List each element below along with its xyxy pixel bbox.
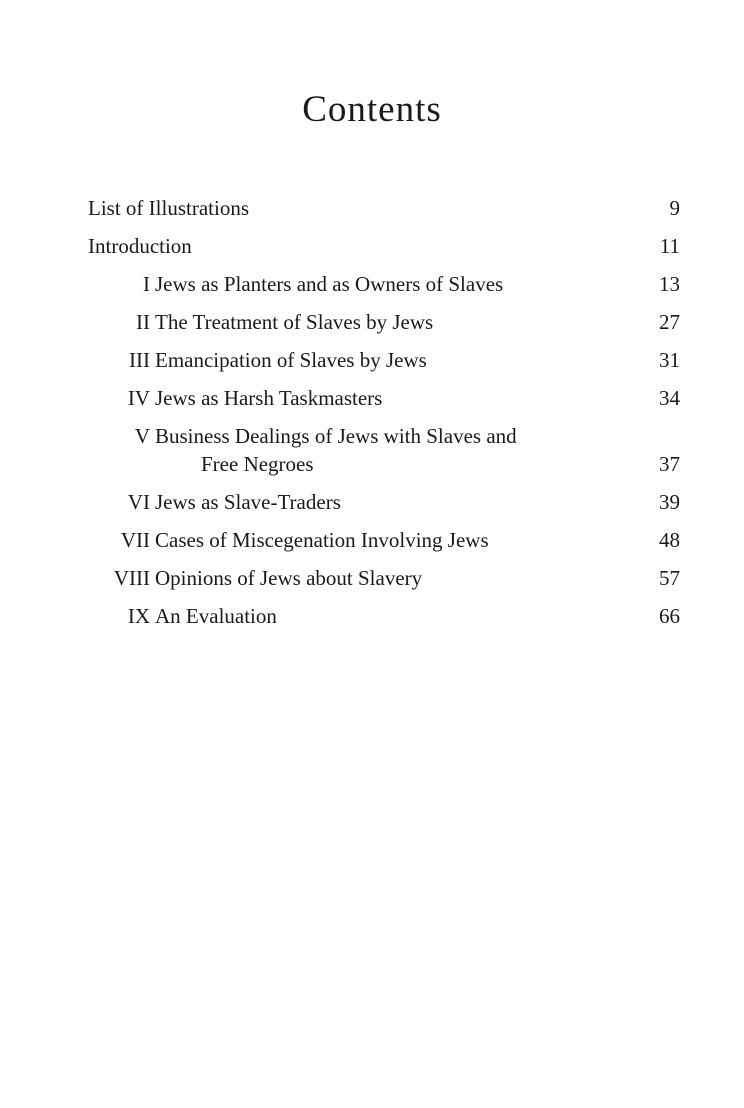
toc-chapter-5 xyxy=(88,422,680,488)
toc-chapter-2 xyxy=(88,308,680,346)
chapter-numeral: I xyxy=(143,272,150,296)
toc-page-number: 48 xyxy=(659,528,680,552)
toc-chapter-7 xyxy=(88,526,680,564)
chapter-numeral: VIII xyxy=(113,566,150,590)
chapter-title-line-1: Business Dealings of Jews with Slaves and xyxy=(155,424,517,448)
chapter-numeral: VII xyxy=(120,528,150,552)
chapter-title-line-2: Free Negroes xyxy=(201,452,314,476)
toc-page-number: 37 xyxy=(659,452,680,476)
toc-page-number: 34 xyxy=(659,386,680,410)
toc-entry-label: List of Illustrations xyxy=(88,196,249,220)
chapter-numeral: II xyxy=(136,310,150,334)
chapter-title: Opinions of Jews about Slavery xyxy=(155,566,423,590)
toc-chapter-4 xyxy=(88,384,680,422)
toc-entry-label: Introduction xyxy=(88,234,192,258)
chapter-title: Jews as Slave-Traders xyxy=(155,490,341,514)
toc-page-number: 66 xyxy=(659,604,680,628)
toc-chapter-3 xyxy=(88,346,680,384)
toc-chapter-9 xyxy=(88,602,680,640)
toc-chapter-6 xyxy=(88,488,680,526)
toc-entry-list-of-illustrations xyxy=(88,194,680,232)
chapter-numeral: III xyxy=(129,348,150,372)
toc-page-number: 31 xyxy=(659,348,680,372)
toc-page-number: 27 xyxy=(659,310,680,334)
chapter-numeral: V xyxy=(134,424,150,448)
toc-page-number: 9 xyxy=(669,196,680,220)
chapter-title: Jews as Planters and as Owners of Slaves xyxy=(155,272,504,296)
chapter-numeral: IV xyxy=(127,386,150,410)
toc-entry-introduction xyxy=(88,232,680,270)
chapter-title: Jews as Harsh Taskmasters xyxy=(155,386,383,410)
chapter-title: An Evaluation xyxy=(155,604,277,628)
chapter-title: Cases of Miscegenation Involving Jews xyxy=(155,528,489,552)
toc-page-number: 11 xyxy=(659,234,680,258)
toc-page-number: 57 xyxy=(659,566,680,590)
toc-chapter-8 xyxy=(88,564,680,602)
toc-chapter-1 xyxy=(88,270,680,308)
chapter-title xyxy=(155,422,625,478)
chapter-title: The Treatment of Slaves by Jews xyxy=(155,310,434,334)
page-title: Contents xyxy=(302,89,442,130)
toc-page-number: 39 xyxy=(659,490,680,514)
chapter-numeral: IX xyxy=(127,604,150,628)
table-of-contents xyxy=(88,194,680,640)
chapter-title: Emancipation of Slaves by Jews xyxy=(155,348,427,372)
toc-page-number: 13 xyxy=(659,272,680,296)
chapter-numeral: VI xyxy=(127,490,150,514)
